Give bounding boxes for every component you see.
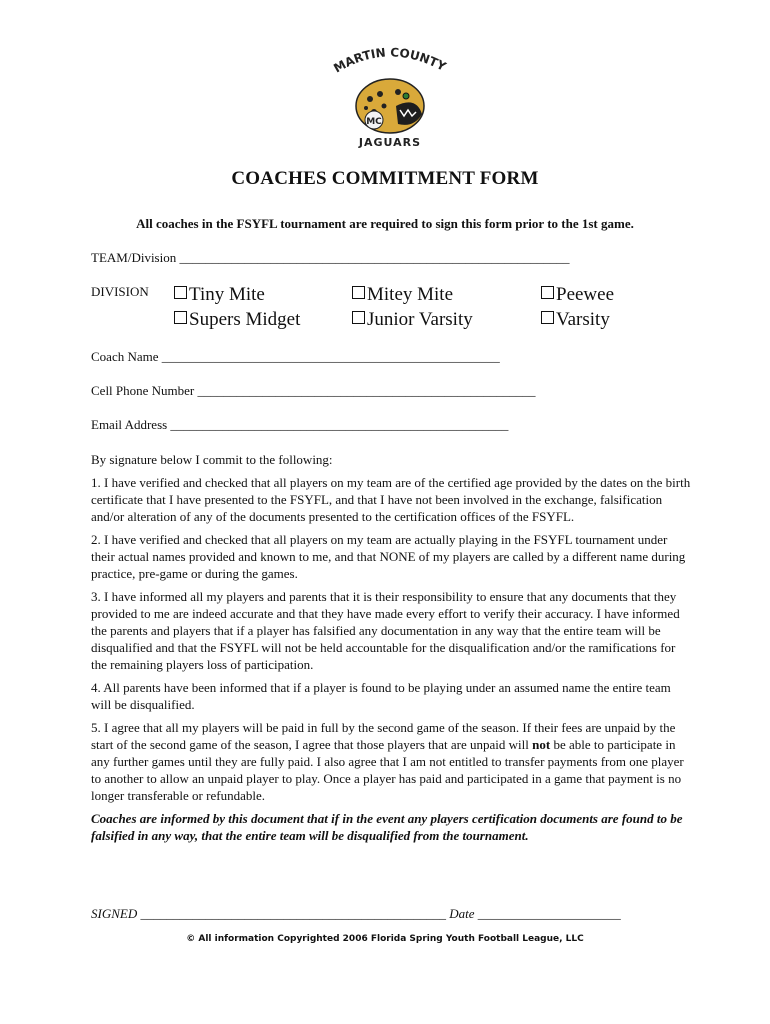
signature-date-line[interactable]: SIGNED _______________________________________________ Date ______________________	[91, 906, 621, 921]
commitment-text	[91, 451, 691, 850]
division-option-peewee[interactable]: Peewee	[541, 284, 614, 306]
copyright-footer: © All information Copyrighted 2006 Florida Spring Youth Football League, LLC	[186, 934, 584, 944]
checkbox-icon[interactable]	[541, 311, 554, 324]
division-label: DIVISION	[91, 284, 149, 299]
coach-name-field[interactable]: Coach Name ____________________________________________________	[91, 349, 500, 364]
form-subtitle: All coaches in the FSYFL tournament are required to sign this form prior to the 1st game.	[136, 216, 634, 231]
cell-phone-field[interactable]: Cell Phone Number ____________________________________________________	[91, 383, 536, 398]
disqualification-notice: Coaches are informed by this document that if in the event any players certification documents are found to be falsified in any way, that the entire team will be disqualified from the tournament.	[91, 811, 683, 843]
logo-initials: MC	[366, 117, 382, 127]
commitment-item-2: 2. I have verified and checked that all players on my team are actually playing in the FSYFL tournament under their actual names provided and known to me, and that NONE of my players are called by a different name during practice, pre-game or during the games.	[91, 532, 686, 581]
commitment-item-3: 3. I have informed all my players and parents that it is their responsibility to ensure that any documents that they provided to me are indeed accurate and that they have made every effort to verify their accuracy. I have informed the parents and players that if a player has falsified any documentation in any way that the entire team will be disqualified and that the FSYFL will not be held accountable for the disqualification and/or the ramifications for the remaining players loss of participation.	[91, 589, 680, 672]
checkbox-icon[interactable]	[352, 311, 365, 324]
email-field[interactable]: Email Address ____________________________________________________	[91, 417, 509, 432]
checkbox-icon[interactable]	[352, 286, 365, 299]
intro-text: By signature below I commit to the following:	[91, 452, 333, 467]
division-option-varsity[interactable]: Varsity	[541, 309, 610, 331]
division-option-mitey-mite[interactable]: Mitey Mite	[352, 284, 453, 306]
team-division-field[interactable]: TEAM/Division ____________________________________________________________	[91, 250, 570, 265]
commitment-item-5: 5. I agree that all my players will be paid in full by the second game of the season. If their fees are unpaid by the start of the second game of the season, I agree that those players that are unpaid will not be able to participate in any further games until they are fully paid. I also agree that I am not entitled to transfer payments from one player to another to allow an unpaid player to play. Once a player has paid and participated in a game that payment is no longer transferable or refundable.	[91, 720, 684, 803]
commitment-item-4: 4. All parents have been informed that if a player is found to be playing under an assumed name the entire team will be disqualified.	[91, 680, 671, 712]
form-title: COACHES COMMITMENT FORM	[231, 168, 539, 189]
division-option-junior-varsity[interactable]: Junior Varsity	[352, 309, 473, 331]
division-option-tiny-mite[interactable]: Tiny Mite	[174, 284, 265, 306]
jaguars-logo	[318, 44, 458, 154]
checkbox-icon[interactable]	[174, 311, 187, 324]
logo-bottom-text: JAGUARS	[358, 136, 422, 149]
commitment-item-1: 1. I have verified and checked that all players on my team are of the certified age provided by the dates on the birth certificate that I have presented to the FSYFL, and that I have not been involved in the exchange, falsification and/or alteration of any of the documents presented to the certification offices of the FSYFL.	[91, 475, 691, 524]
division-option-supers-midget[interactable]: Supers Midget	[174, 309, 300, 331]
checkbox-icon[interactable]	[174, 286, 187, 299]
checkbox-icon[interactable]	[541, 286, 554, 299]
logo-top-text: MARTIN COUNTY	[331, 45, 449, 76]
